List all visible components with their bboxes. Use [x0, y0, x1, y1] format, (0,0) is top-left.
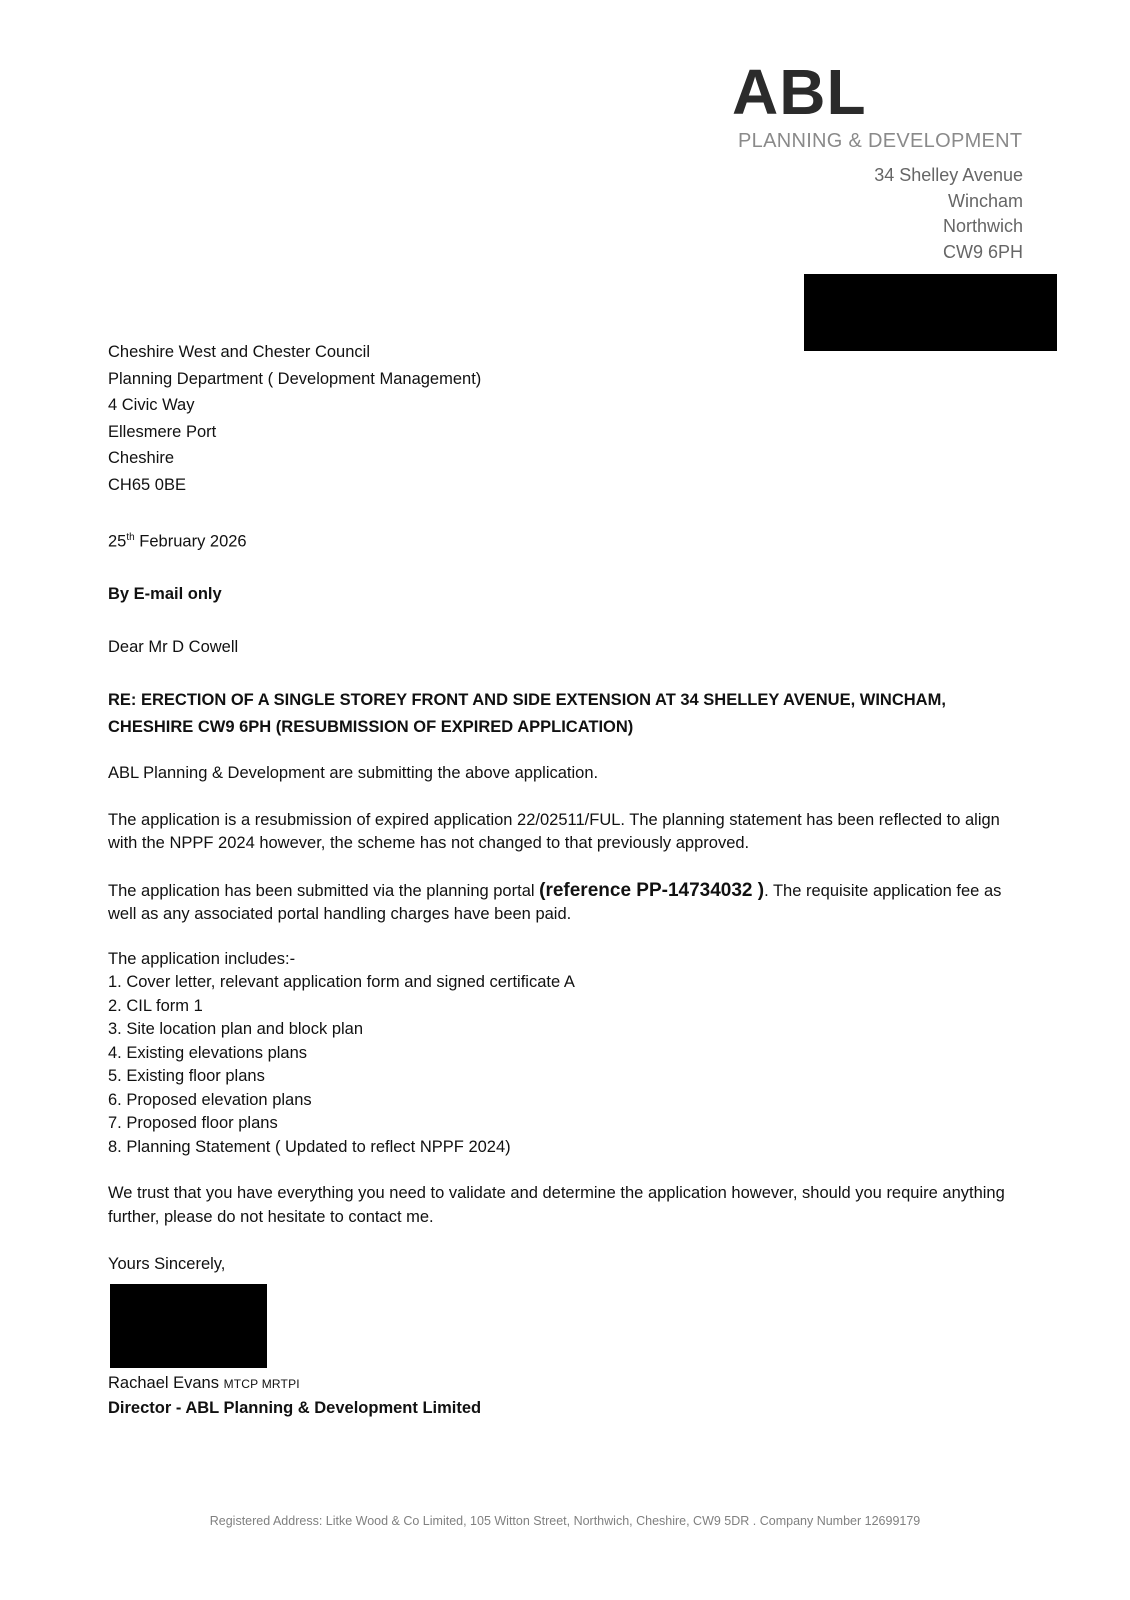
list-item: 1. Cover letter, relevant application form and signed certificate A: [108, 973, 575, 991]
date-suffix: th: [126, 531, 135, 543]
recipient-address: [108, 339, 1028, 498]
paragraph-intro: ABL Planning & Development are submitting the above application.: [108, 764, 599, 782]
signatory-title: Director - ABL Planning & Development Limited: [108, 1399, 482, 1417]
footer-registered-address: Registered Address: Litke Wood & Co Limited, 105 Witton Street, Northwich, Cheshire, CW9 5DR . Company Number 12699179: [209, 1514, 921, 1528]
recipient-address-line: Cheshire West and Chester Council: [108, 343, 370, 361]
company-logo-tagline: PLANNING & DEVELOPMENT: [738, 130, 1023, 152]
list-item: 7. Proposed floor plans: [108, 1114, 278, 1132]
includes-heading: The application includes:-: [108, 949, 296, 968]
signatory: [108, 1370, 1028, 1398]
recipient-address-line: Planning Department ( Development Management): [108, 369, 482, 388]
recipient-address-line: Ellesmere Port: [108, 422, 217, 441]
sender-address-line: Northwich: [942, 216, 1023, 236]
date-rest: February 2026: [139, 532, 247, 550]
portal-text-after: . The requisite application fee as well as any associated portal handling charges have been paid.: [108, 881, 1002, 923]
valediction: Yours Sincerely,: [108, 1255, 226, 1273]
date-day: 25: [108, 532, 127, 550]
paragraph-closing: We trust that you have everything you need to validate and determine the application however, should you require anything further, please do not hesitate to contact me.: [108, 1184, 1005, 1226]
signatory-name: Rachael Evans: [108, 1373, 219, 1392]
list-item: 5. Existing floor plans: [108, 1067, 265, 1085]
signatory-qualifications: MTCP MRTPI: [223, 1376, 300, 1391]
portal-reference: (reference PP-14734032 ): [539, 879, 765, 901]
sender-address: [874, 163, 1023, 265]
letter-body: [108, 339, 1028, 1419]
list-item: 3. Site location plan and block plan: [108, 1020, 364, 1038]
paragraph-resubmission: The application is a resubmission of expired application 22/02511/FUL. The planning statement has been reflected to align with the NPPF 2024 however, the scheme has not changed to that previously approved.: [108, 810, 1000, 852]
list-item: 4. Existing elevations plans: [108, 1043, 308, 1062]
subject-line: RE: ERECTION OF A SINGLE STOREY FRONT AND SIDE EXTENSION AT 34 SHELLEY AVENUE, WINCHAM, CHESHIRE CW9 6PH (RESUBMISSION OF EXPIRED APPLICATION): [108, 691, 946, 736]
recipient-address-line: 4 Civic Way: [108, 396, 195, 414]
paragraph-portal: [108, 879, 1028, 927]
redacted-signature: [110, 1284, 267, 1368]
sender-address-line: 34 Shelley Avenue: [874, 165, 1023, 185]
salutation: Dear Mr D Cowell: [108, 638, 239, 656]
delivery-method: By E-mail only: [108, 585, 222, 603]
recipient-address-line: CH65 0BE: [108, 475, 186, 494]
list-item: 8. Planning Statement ( Updated to reflect NPPF 2024): [108, 1137, 511, 1156]
company-logo-main: ABL: [732, 56, 867, 128]
letter-date: [108, 525, 1028, 555]
sender-address-line: Wincham: [947, 190, 1023, 211]
list-item: 6. Proposed elevation plans: [108, 1090, 312, 1109]
recipient-address-line: Cheshire: [108, 449, 175, 467]
portal-text: The application has been submitted via the planning portal: [108, 881, 540, 900]
sender-address-line: CW9 6PH: [942, 241, 1023, 262]
list-item: 2. CIL form 1: [108, 996, 203, 1015]
